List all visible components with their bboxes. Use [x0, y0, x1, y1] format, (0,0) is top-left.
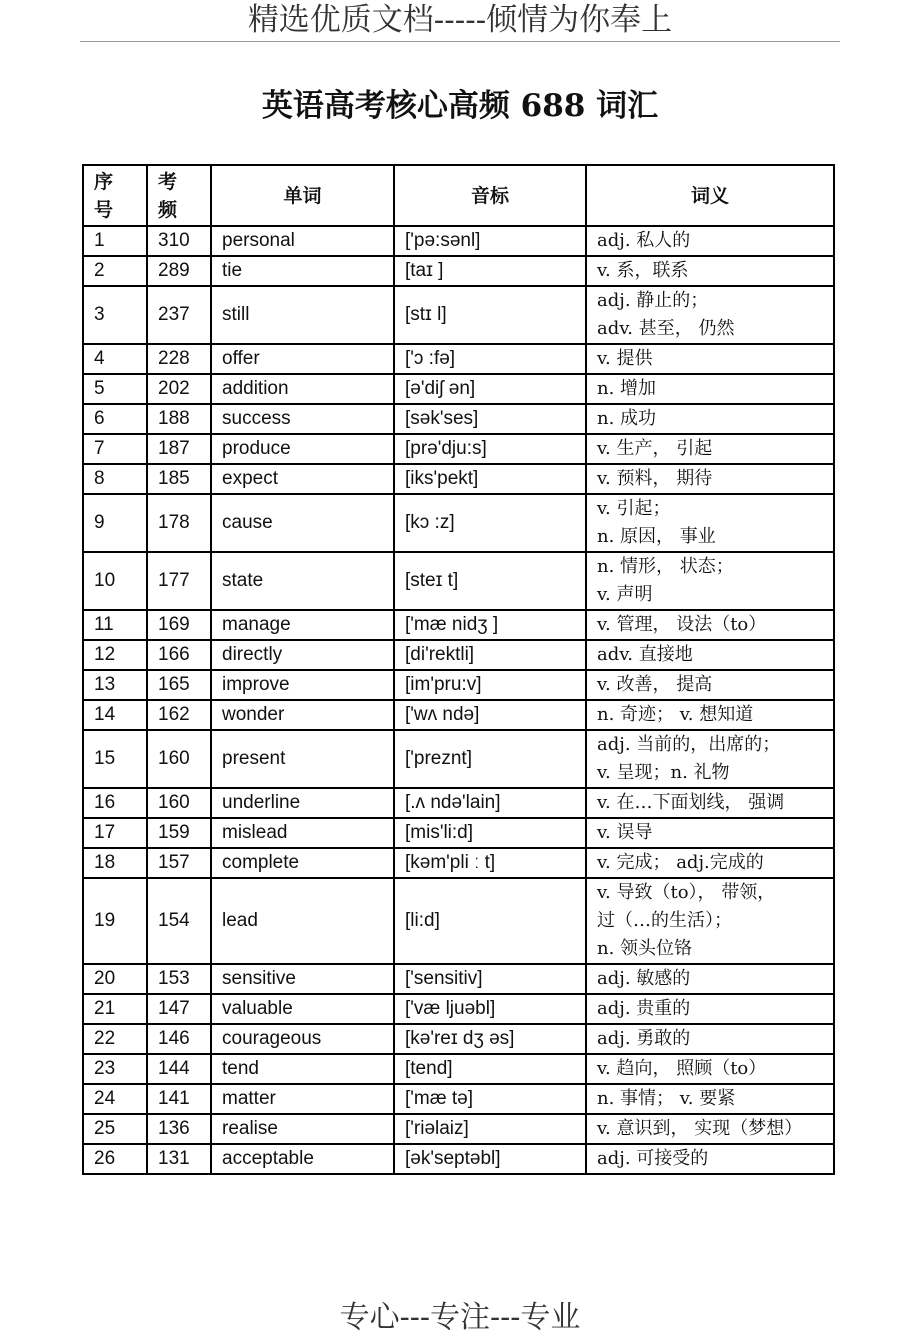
cell-word: matter [211, 1084, 394, 1114]
cell-word: tend [211, 1054, 394, 1084]
cell-phonetic: [taɪ ] [394, 256, 586, 286]
cell-index: 4 [83, 344, 147, 374]
cell-word: valuable [211, 994, 394, 1024]
cell-word: state [211, 552, 394, 610]
cell-meaning [586, 1054, 834, 1084]
cell-word: success [211, 404, 394, 434]
cell-word: cause [211, 494, 394, 552]
cell-word: expect [211, 464, 394, 494]
cell-meaning [586, 434, 834, 464]
cell-frequency: 202 [147, 374, 211, 404]
table-row [83, 434, 834, 464]
meaning-line: v. 预料， 期待 [597, 468, 713, 489]
table-body [83, 226, 834, 1174]
cell-meaning [586, 700, 834, 730]
cell-word: lead [211, 878, 394, 964]
cell-phonetic: [kɔ :z] [394, 494, 586, 552]
cell-phonetic: ['mæ nidʒ ] [394, 610, 586, 640]
cell-frequency: 157 [147, 848, 211, 878]
cell-frequency: 165 [147, 670, 211, 700]
table-row [83, 1114, 834, 1144]
meaning-line: adv. 直接地 [597, 644, 693, 665]
meaning-line: adj. 当前的，出席的； [597, 734, 781, 755]
cell-index: 20 [83, 964, 147, 994]
cell-phonetic: [ə'diʃ ən] [394, 374, 586, 404]
meaning-line: n. 领头位铬 [597, 938, 693, 959]
cell-phonetic: ['væ ljuəbl] [394, 994, 586, 1024]
cell-phonetic: ['mæ tə] [394, 1084, 586, 1114]
cell-meaning [586, 994, 834, 1024]
cell-meaning [586, 1144, 834, 1174]
cell-phonetic: [sək'ses] [394, 404, 586, 434]
table-row [83, 994, 834, 1024]
cell-word: sensitive [211, 964, 394, 994]
cell-word: improve [211, 670, 394, 700]
cell-meaning [586, 730, 834, 788]
cell-index: 3 [83, 286, 147, 344]
cell-index: 5 [83, 374, 147, 404]
table-row [83, 286, 834, 344]
cell-word: mislead [211, 818, 394, 848]
meaning-line: n. 事情； v. 要紧 [597, 1088, 736, 1109]
cell-index: 7 [83, 434, 147, 464]
cell-frequency: 169 [147, 610, 211, 640]
page-header-title: 精选优质文档-----倾情为你奉上 [247, 2, 673, 38]
cell-frequency: 131 [147, 1144, 211, 1174]
table-row [83, 670, 834, 700]
cell-frequency: 144 [147, 1054, 211, 1084]
cell-frequency: 237 [147, 286, 211, 344]
meaning-line: v. 管理， 设法（to） [597, 614, 767, 635]
meaning-line: v. 声明 [597, 584, 653, 605]
cell-meaning [586, 552, 834, 610]
table-row [83, 256, 834, 286]
cell-index: 10 [83, 552, 147, 610]
cell-index: 14 [83, 700, 147, 730]
cell-word: offer [211, 344, 394, 374]
table-header-row [83, 165, 834, 226]
meaning-line: v. 提供 [597, 348, 653, 369]
cell-word: acceptable [211, 1144, 394, 1174]
table-row [83, 700, 834, 730]
header-index: 序 号 [83, 165, 147, 226]
cell-meaning [586, 1084, 834, 1114]
table-row [83, 1084, 834, 1114]
cell-word: produce [211, 434, 394, 464]
cell-frequency: 141 [147, 1084, 211, 1114]
cell-index: 17 [83, 818, 147, 848]
meaning-line: v. 在…下面划线， 强调 [597, 792, 785, 813]
table-row [83, 878, 834, 964]
cell-phonetic: [im'pru:v] [394, 670, 586, 700]
meaning-line: v. 引起； [597, 498, 671, 519]
document-title: 英语高考核心高频 688 词汇 [261, 88, 659, 124]
cell-meaning [586, 964, 834, 994]
cell-frequency: 187 [147, 434, 211, 464]
table-row [83, 818, 834, 848]
meaning-line: 过（…的生活）； [597, 910, 732, 931]
header-phonetic: 音标 [394, 165, 586, 226]
header-divider [80, 41, 840, 42]
cell-word: personal [211, 226, 394, 256]
meaning-line: v. 系，联系 [597, 260, 689, 281]
cell-word: manage [211, 610, 394, 640]
cell-word: present [211, 730, 394, 788]
cell-index: 15 [83, 730, 147, 788]
table-row [83, 1024, 834, 1054]
meaning-line: adv. 甚至， 仍然 [597, 318, 735, 339]
cell-phonetic: [stɪ l] [394, 286, 586, 344]
meaning-line: adj. 私人的 [597, 230, 691, 251]
cell-frequency: 154 [147, 878, 211, 964]
cell-meaning [586, 226, 834, 256]
cell-meaning [586, 878, 834, 964]
table-row [83, 552, 834, 610]
table-row [83, 374, 834, 404]
cell-index: 9 [83, 494, 147, 552]
cell-phonetic: [kəm'pli ː t] [394, 848, 586, 878]
meaning-line: n. 成功 [597, 408, 657, 429]
cell-index: 13 [83, 670, 147, 700]
meaning-line: adj. 可接受的 [597, 1148, 709, 1169]
meaning-line: v. 意识到， 实现（梦想） [597, 1118, 803, 1139]
cell-phonetic: [iks'pekt] [394, 464, 586, 494]
cell-meaning [586, 256, 834, 286]
table-row [83, 1054, 834, 1084]
meaning-line: v. 完成； adj.完成的 [597, 852, 764, 873]
cell-frequency: 153 [147, 964, 211, 994]
meaning-line: n. 情形， 状态； [597, 556, 734, 577]
meaning-line: n. 原因， 事业 [597, 526, 716, 547]
cell-frequency: 228 [147, 344, 211, 374]
cell-word: still [211, 286, 394, 344]
meaning-line: v. 趋向， 照顾（to） [597, 1058, 767, 1079]
table-row [83, 226, 834, 256]
cell-phonetic: ['preznt] [394, 730, 586, 788]
cell-meaning [586, 1024, 834, 1054]
table-row [83, 494, 834, 552]
cell-frequency: 178 [147, 494, 211, 552]
cell-word: tie [211, 256, 394, 286]
cell-index: 6 [83, 404, 147, 434]
cell-index: 19 [83, 878, 147, 964]
table-row [83, 1144, 834, 1174]
cell-phonetic: ['sensitiv] [394, 964, 586, 994]
cell-meaning [586, 1114, 834, 1144]
cell-phonetic: [.ʌ ndə'lain] [394, 788, 586, 818]
cell-word: realise [211, 1114, 394, 1144]
table-row [83, 344, 834, 374]
cell-meaning [586, 404, 834, 434]
cell-phonetic: [ək'septəbl] [394, 1144, 586, 1174]
meaning-line: adj. 敏感的 [597, 968, 691, 989]
page-footer: 专心---专注---专业 [339, 1300, 581, 1335]
cell-frequency: 289 [147, 256, 211, 286]
cell-frequency: 310 [147, 226, 211, 256]
cell-frequency: 160 [147, 788, 211, 818]
table-row [83, 640, 834, 670]
cell-meaning [586, 286, 834, 344]
cell-meaning [586, 848, 834, 878]
cell-phonetic: [tend] [394, 1054, 586, 1084]
cell-meaning [586, 374, 834, 404]
cell-phonetic: [steɪ t] [394, 552, 586, 610]
cell-word: addition [211, 374, 394, 404]
cell-index: 26 [83, 1144, 147, 1174]
cell-meaning [586, 818, 834, 848]
cell-index: 25 [83, 1114, 147, 1144]
cell-meaning [586, 640, 834, 670]
cell-meaning [586, 494, 834, 552]
cell-frequency: 188 [147, 404, 211, 434]
cell-meaning [586, 788, 834, 818]
cell-phonetic: ['ɔ :fə] [394, 344, 586, 374]
cell-meaning [586, 344, 834, 374]
cell-phonetic: [prə'dju:s] [394, 434, 586, 464]
header-meaning: 词义 [586, 165, 834, 226]
cell-word: directly [211, 640, 394, 670]
cell-phonetic: [mis'li:d] [394, 818, 586, 848]
meaning-line: v. 误导 [597, 822, 653, 843]
table-row [83, 788, 834, 818]
cell-frequency: 159 [147, 818, 211, 848]
cell-phonetic: [di'rektli] [394, 640, 586, 670]
cell-index: 24 [83, 1084, 147, 1114]
table-row [83, 610, 834, 640]
cell-index: 1 [83, 226, 147, 256]
cell-word: complete [211, 848, 394, 878]
cell-index: 12 [83, 640, 147, 670]
cell-index: 18 [83, 848, 147, 878]
meaning-line: v. 呈现；n. 礼物 [597, 762, 730, 783]
meaning-line: v. 导致（to）， 带领， [597, 882, 776, 903]
meaning-line: v. 改善， 提高 [597, 674, 713, 695]
cell-meaning [586, 670, 834, 700]
meaning-line: n. 奇迹； v. 想知道 [597, 704, 754, 725]
header-word: 单词 [211, 165, 394, 226]
meaning-line: adj. 勇敢的 [597, 1028, 691, 1049]
table-row [83, 730, 834, 788]
cell-meaning [586, 464, 834, 494]
cell-frequency: 136 [147, 1114, 211, 1144]
cell-phonetic: [kə'reɪ dʒ əs] [394, 1024, 586, 1054]
meaning-line: adj. 静止的； [597, 290, 709, 311]
meaning-line: n. 增加 [597, 378, 657, 399]
cell-index: 21 [83, 994, 147, 1024]
cell-frequency: 166 [147, 640, 211, 670]
cell-phonetic: ['riəlaiz] [394, 1114, 586, 1144]
table-row [83, 404, 834, 434]
cell-index: 23 [83, 1054, 147, 1084]
cell-index: 8 [83, 464, 147, 494]
cell-frequency: 177 [147, 552, 211, 610]
cell-index: 16 [83, 788, 147, 818]
cell-index: 11 [83, 610, 147, 640]
cell-frequency: 185 [147, 464, 211, 494]
cell-word: underline [211, 788, 394, 818]
cell-phonetic: ['pə:sənl] [394, 226, 586, 256]
cell-word: wonder [211, 700, 394, 730]
cell-frequency: 146 [147, 1024, 211, 1054]
table-row [83, 964, 834, 994]
vocabulary-table [82, 164, 835, 1175]
table-row [83, 464, 834, 494]
header-frequency: 考 频 [147, 165, 211, 226]
cell-phonetic: [li:d] [394, 878, 586, 964]
cell-frequency: 160 [147, 730, 211, 788]
cell-frequency: 162 [147, 700, 211, 730]
meaning-line: v. 生产， 引起 [597, 438, 713, 459]
cell-phonetic: ['wʌ ndə] [394, 700, 586, 730]
cell-word: courageous [211, 1024, 394, 1054]
cell-index: 2 [83, 256, 147, 286]
cell-index: 22 [83, 1024, 147, 1054]
table-row [83, 848, 834, 878]
cell-frequency: 147 [147, 994, 211, 1024]
cell-meaning [586, 610, 834, 640]
meaning-line: adj. 贵重的 [597, 998, 691, 1019]
